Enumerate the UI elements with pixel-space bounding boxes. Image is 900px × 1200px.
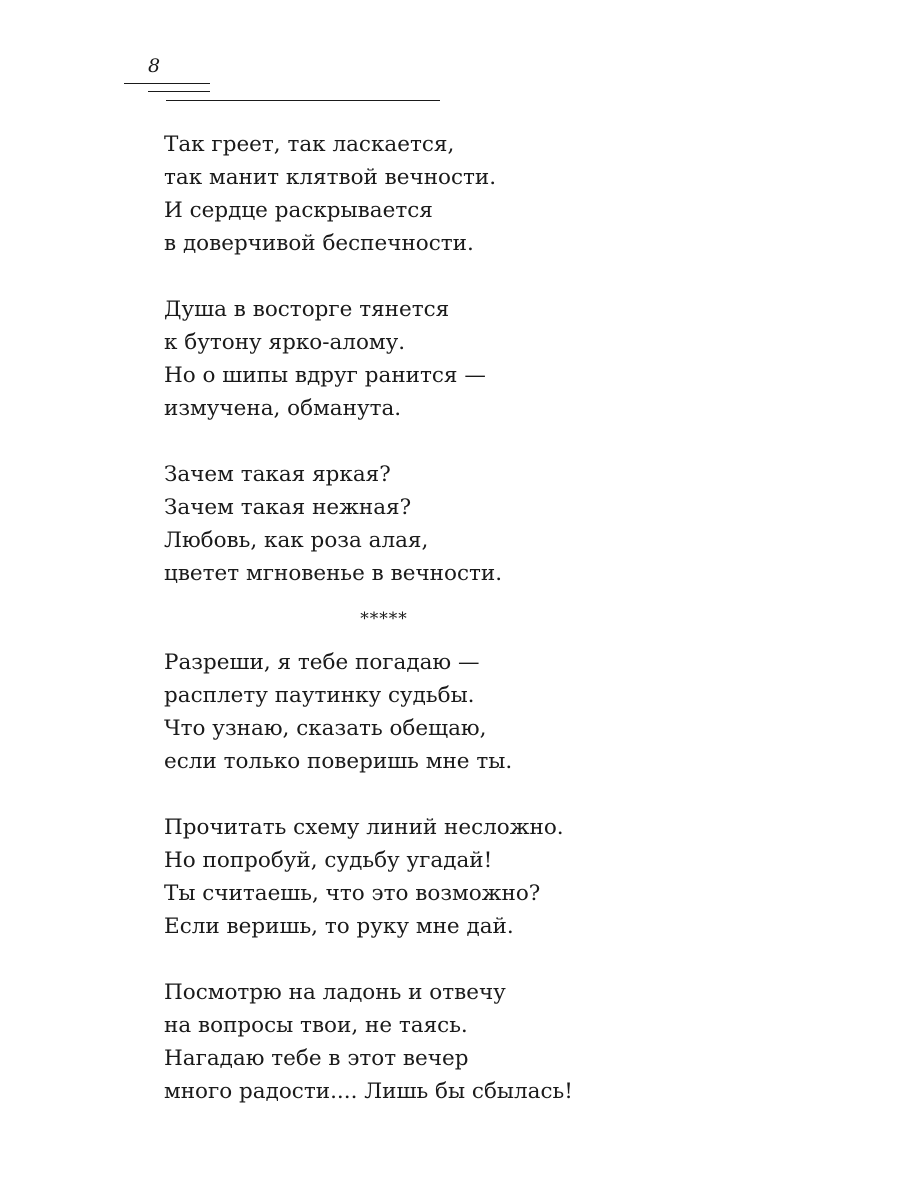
stanza <box>164 458 864 590</box>
verse-line: Посмотрю на ладонь и отвечу <box>164 980 506 1005</box>
stanza <box>164 128 864 260</box>
header-rule-middle <box>148 91 210 92</box>
verse-line: Любовь, как роза алая, <box>164 528 429 553</box>
stanza <box>164 293 864 425</box>
stanza <box>164 976 864 1108</box>
verse-line: Но о шипы вдруг ранится — <box>164 363 486 388</box>
verse-line: Если веришь, то руку мне дай. <box>164 914 514 939</box>
verse-line: если только поверишь мне ты. <box>164 749 513 774</box>
verse-line: Нагадаю тебе в этот вечер <box>164 1046 469 1071</box>
verse-line: так манит клятвой вечности. <box>164 165 497 190</box>
poem-separator: ***** <box>360 609 408 629</box>
verse-line: Но попробуй, судьбу угадай! <box>164 848 493 873</box>
header-rule-long <box>166 100 440 101</box>
verse-line: Что узнаю, сказать обещаю, <box>164 716 487 741</box>
verse-line: Ты считаешь, что это возможно? <box>164 881 541 906</box>
verse-line: Зачем такая нежная? <box>164 495 412 520</box>
verse-line: много радости.... Лишь бы сбылась! <box>164 1079 573 1104</box>
verse-line: расплету паутинку судьбы. <box>164 683 475 708</box>
header-rule-top <box>124 83 210 84</box>
verse-line: Прочитать схему линий несложно. <box>164 815 564 840</box>
verse-line: Зачем такая яркая? <box>164 462 391 487</box>
poem-text <box>164 128 864 1108</box>
verse-line: измучена, обманута. <box>164 396 402 421</box>
verse-line: И сердце раскрывается <box>164 198 433 223</box>
verse-line: Душа в восторге тянется <box>164 297 450 322</box>
page-number: 8 <box>148 55 161 77</box>
verse-line: в доверчивой беспечности. <box>164 231 474 256</box>
verse-line: Разреши, я тебе погадаю — <box>164 650 480 675</box>
verse-line: к бутону ярко-алому. <box>164 330 406 355</box>
verse-line: цветет мгновенье в вечности. <box>164 561 503 586</box>
stanza <box>164 646 864 778</box>
verse-line: Так греет, так ласкается, <box>164 132 455 157</box>
stanza <box>164 811 864 943</box>
verse-line: на вопросы твои, не таясь. <box>164 1013 468 1038</box>
